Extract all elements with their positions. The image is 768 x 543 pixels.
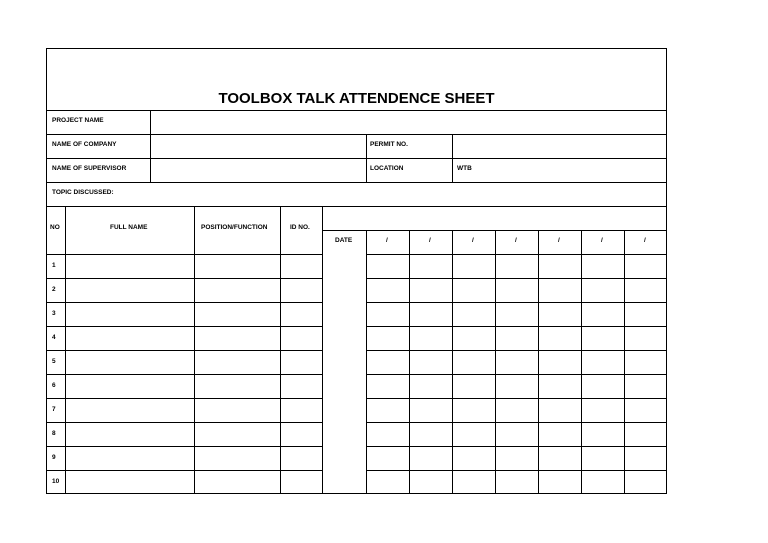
grid-line: [280, 206, 281, 494]
grid-line: [409, 230, 410, 494]
grid-line: [150, 110, 151, 182]
grid-line: [366, 278, 667, 279]
row-number: 6: [52, 382, 56, 389]
grid-line: [366, 374, 667, 375]
row-number: 2: [52, 286, 56, 293]
row-number: 9: [52, 454, 56, 461]
grid-line: [46, 48, 47, 494]
grid-line: [624, 230, 625, 494]
grid-line: [322, 206, 323, 494]
grid-line: [65, 206, 66, 494]
topic-discussed-label: TOPIC DISCUSSED:: [52, 189, 114, 196]
grid-line: [452, 134, 453, 182]
grid-line: [495, 230, 496, 494]
date-slot: /: [558, 237, 560, 244]
row-number: 1: [52, 262, 56, 269]
grid-line: [366, 350, 667, 351]
location-value: WTB: [457, 165, 472, 172]
date-slot: /: [515, 237, 517, 244]
grid-line: [46, 134, 667, 135]
grid-line: [366, 254, 667, 255]
grid-line: [452, 230, 453, 494]
company-name-label: NAME OF COMPANY: [52, 141, 117, 148]
grid-line: [366, 470, 667, 471]
attendance-sheet: [46, 48, 667, 494]
grid-line: [538, 230, 539, 494]
grid-line: [366, 446, 667, 447]
col-header-no: NO: [50, 224, 60, 231]
grid-line: [366, 302, 667, 303]
grid-line: [581, 230, 582, 494]
row-number: 3: [52, 310, 56, 317]
row-number: 4: [52, 334, 56, 341]
grid-line: [194, 206, 195, 494]
row-number: 7: [52, 406, 56, 413]
date-slot: /: [601, 237, 603, 244]
row-number: 10: [52, 478, 60, 485]
grid-line: [366, 230, 367, 494]
grid-line: [666, 48, 667, 494]
grid-line: [46, 48, 667, 49]
grid-line: [366, 134, 367, 182]
row-number: 8: [52, 430, 56, 437]
date-slot: /: [386, 237, 388, 244]
grid-line: [46, 182, 667, 183]
grid-line: [366, 422, 667, 423]
date-label: DATE: [335, 237, 353, 244]
location-label: LOCATION: [370, 165, 404, 172]
grid-line: [46, 158, 667, 159]
grid-line: [366, 398, 667, 399]
grid-line: [366, 326, 667, 327]
col-header-position: POSITION/FUNCTION: [201, 224, 268, 231]
col-header-id-no: ID NO.: [290, 224, 310, 231]
permit-no-label: PERMIT NO.: [370, 141, 408, 148]
supervisor-name-label: NAME OF SUPERVISOR: [52, 165, 127, 172]
row-number: 5: [52, 358, 56, 365]
grid-line: [46, 206, 667, 207]
date-slot: /: [429, 237, 431, 244]
date-slot: /: [472, 237, 474, 244]
col-header-full-name: FULL NAME: [110, 224, 148, 231]
grid-line: [46, 110, 667, 111]
project-name-label: PROJECT NAME: [52, 117, 104, 124]
date-slot: /: [644, 237, 646, 244]
sheet-title: TOOLBOX TALK ATTENDENCE SHEET: [218, 90, 495, 107]
grid-line: [46, 493, 667, 494]
